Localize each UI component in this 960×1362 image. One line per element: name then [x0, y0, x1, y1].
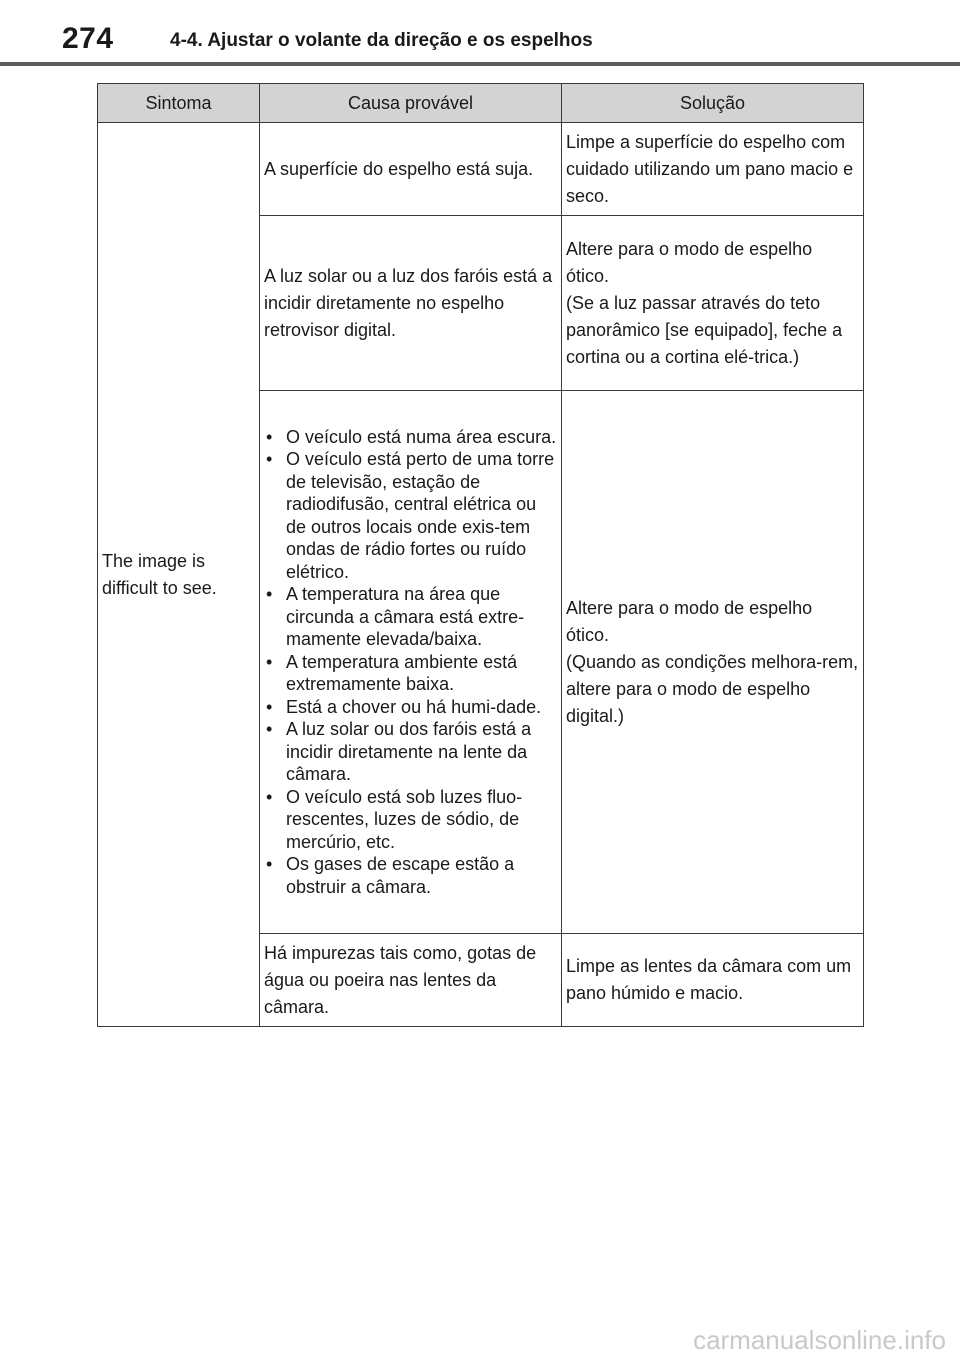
solution-cell [562, 123, 864, 216]
solution-cell [562, 391, 864, 934]
table-row [98, 123, 864, 216]
list-item [264, 426, 557, 449]
watermark: carmanualsonline.info [693, 1325, 946, 1355]
troubleshooting-table [97, 83, 864, 1027]
bullet: • [266, 651, 273, 672]
cause-cell [260, 391, 562, 934]
list-item [264, 718, 557, 786]
list-item [264, 853, 557, 898]
list-item-text: O veículo está perto de uma torre de televisão, estação de radiodifusão, central elétrica ou de outros locais onde exis-tem ondas de rádio fortes ou ruído elétrico. [286, 449, 555, 582]
solution-note: (Se a luz passar através do teto panorâmico [se equipado], feche a cortina ou a cortina elé-trica.) [566, 292, 843, 367]
cause-cell [260, 123, 562, 216]
header-solution: Solução [562, 84, 864, 123]
list-item [264, 448, 557, 583]
list-item-text: O veículo está numa área escura. [286, 426, 557, 447]
page-number: 274 [62, 22, 114, 55]
solution-cell [562, 216, 864, 391]
table-header-row [98, 84, 864, 123]
list-item [264, 651, 557, 696]
cause-text: A luz solar ou a luz dos faróis está a incidir diretamente no espelho retrovisor digital. [264, 265, 553, 340]
symptom-cell [98, 123, 260, 1027]
cause-text: Há impurezas tais como, gotas de água ou poeira nas lentes da câmara. [264, 942, 537, 1017]
bullet: • [266, 696, 273, 717]
list-item [264, 583, 557, 651]
solution-cell [562, 934, 864, 1027]
section-title: 4-4. Ajustar o volante da direção e os espelhos [170, 30, 593, 51]
list-item-text: O veículo está sob luzes fluo-rescentes, luzes de sódio, de mercúrio, etc. [286, 786, 523, 852]
list-item-text: Está a chover ou há humi-dade. [286, 696, 542, 717]
list-item-text: Os gases de escape estão a obstruir a câmara. [286, 854, 515, 897]
header-cause: Causa provável [260, 84, 562, 123]
list-item [264, 786, 557, 854]
cause-cell [260, 216, 562, 391]
bullet: • [266, 449, 273, 470]
header-rule [0, 62, 960, 66]
solution-text: Limpe a superfície do espelho com cuidado utilizando um pano macio e seco. [566, 131, 854, 206]
bullet: • [266, 426, 273, 447]
list-item [264, 696, 557, 719]
cause-list [264, 426, 557, 899]
list-item-text: A temperatura ambiente está extremamente baixa. [286, 651, 518, 695]
list-item-text: A luz solar ou dos faróis está a incidir diretamente na lente da câmara. [286, 719, 532, 785]
cause-cell [260, 934, 562, 1027]
bullet: • [266, 854, 273, 875]
bullet: • [266, 584, 273, 605]
symptom-text: The image is difficult to see. [102, 550, 217, 598]
list-item-text: A temperatura na área que circunda a câmara está extre-mamente elevada/baixa. [286, 584, 525, 650]
cause-text: A superfície do espelho está suja. [264, 158, 534, 179]
solution-text: Limpe as lentes da câmara com um pano húmido e macio. [566, 956, 852, 1003]
header-symptom: Sintoma [98, 84, 260, 123]
solution-note: (Quando as condições melhora-rem, altere para o modo de espelho digital.) [566, 651, 859, 726]
bullet: • [266, 786, 273, 807]
page-header [0, 0, 960, 66]
bullet: • [266, 719, 273, 740]
solution-text: Altere para o modo de espelho ótico. [566, 597, 813, 645]
solution-text: Altere para o modo de espelho ótico. [566, 238, 813, 286]
